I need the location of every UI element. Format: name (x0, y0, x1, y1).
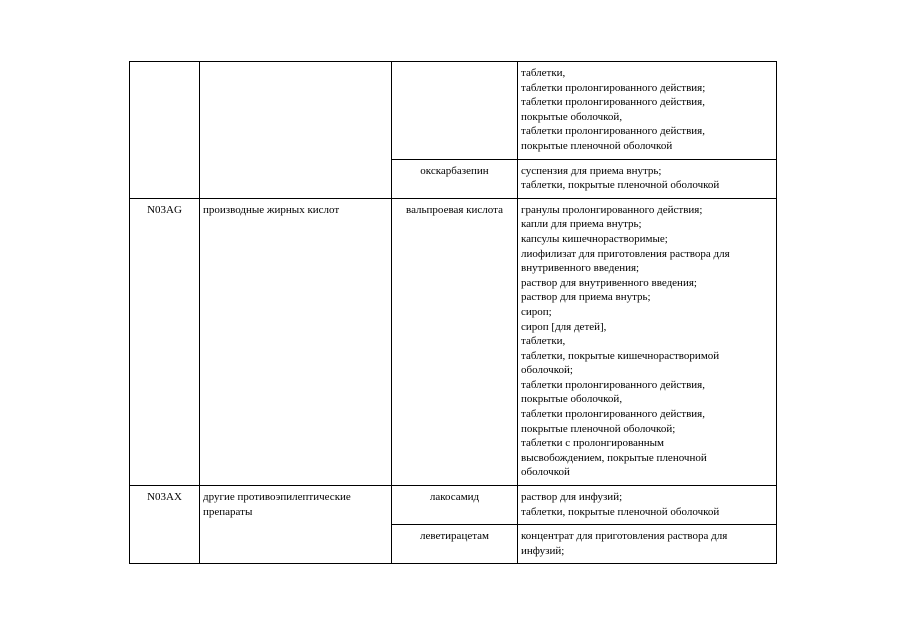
dosage-form-line: таблетки, (521, 67, 566, 79)
drug-group-cell (200, 62, 392, 199)
dosage-form-line: внутривенного введения; (521, 262, 640, 275)
dosage-form-line: суспензия для приема внутрь; (521, 164, 662, 177)
dosage-form-line: таблетки пролонгированного действия, (521, 125, 705, 138)
dosage-form-line: таблетки, (521, 335, 566, 348)
atc-code-cell (130, 62, 200, 199)
dosage-form-line: капли для приема внутрь; (521, 218, 642, 231)
dosage-form-line: лиофилизат для приготовления раствора для (521, 247, 730, 260)
dosage-forms-cell (518, 525, 777, 564)
dosage-form-line: таблетки пролонгированного действия, (521, 378, 705, 391)
dosage-form-line: оболочкой (521, 466, 570, 479)
table-row (130, 486, 777, 525)
dosage-form-line: капсулы кишечнорастворимые; (521, 232, 668, 245)
atc-code-cell: N03AX (130, 486, 200, 564)
dosage-form-line: оболочкой; (521, 364, 573, 377)
dosage-form-line: раствор для внутривенного введения; (521, 276, 697, 289)
dosage-form-line: покрытые оболочкой, (521, 110, 623, 123)
dosage-form-line: таблетки, покрытые кишечнорастворимой (521, 349, 720, 362)
table-row (130, 62, 777, 160)
inn-cell: лакосамид (392, 486, 518, 525)
atc-code-cell: N03AG (130, 198, 200, 485)
dosage-form-line: таблетки пролонгированного действия; (521, 81, 706, 94)
dosage-form-line: таблетки пролонгированного действия, (521, 96, 705, 109)
dosage-form-line: таблетки пролонгированного действия, (521, 408, 705, 421)
dosage-form-line: таблетки, покрытые пленочной оболочкой (521, 179, 720, 192)
inn-cell: окскарбазепин (392, 159, 518, 198)
dosage-form-line: сироп [для детей], (521, 320, 607, 333)
dosage-form-line: высвобождением, покрытые пленочной (521, 451, 707, 464)
dosage-form-line: таблетки с пролонгированным (521, 437, 665, 450)
table-row (130, 198, 777, 485)
inn-cell (392, 62, 518, 160)
dosage-forms-cell (518, 159, 777, 198)
dosage-form-line: гранулы пролонгированного действия; (521, 203, 703, 216)
dosage-forms-cell (518, 198, 777, 485)
dosage-form-line: покрытые пленочной оболочкой (521, 139, 673, 152)
dosage-form-line: покрытые оболочкой, (521, 393, 623, 406)
inn-cell: вальпроевая кислота (392, 198, 518, 485)
dosage-form-line: сироп; (521, 305, 552, 318)
dosage-form-line: концентрат для приготовления раствора для (521, 530, 728, 543)
dosage-forms-cell (518, 62, 777, 160)
dosage-form-line: таблетки, покрытые пленочной оболочкой (521, 505, 720, 518)
inn-cell: леветирацетам (392, 525, 518, 564)
drug-group-cell: другие противоэпилептические препараты (200, 486, 392, 564)
dosage-form-line: раствор для инфузий; (521, 491, 623, 504)
drug-group-cell: производные жирных кислот (200, 198, 392, 485)
dosage-form-line: инфузий; (521, 544, 565, 557)
dosage-forms-cell (518, 486, 777, 525)
dosage-form-line: раствор для приема внутрь; (521, 291, 651, 304)
dosage-form-line: покрытые пленочной оболочкой; (521, 422, 676, 435)
drug-table (129, 61, 777, 564)
drug-table-body (130, 62, 777, 564)
